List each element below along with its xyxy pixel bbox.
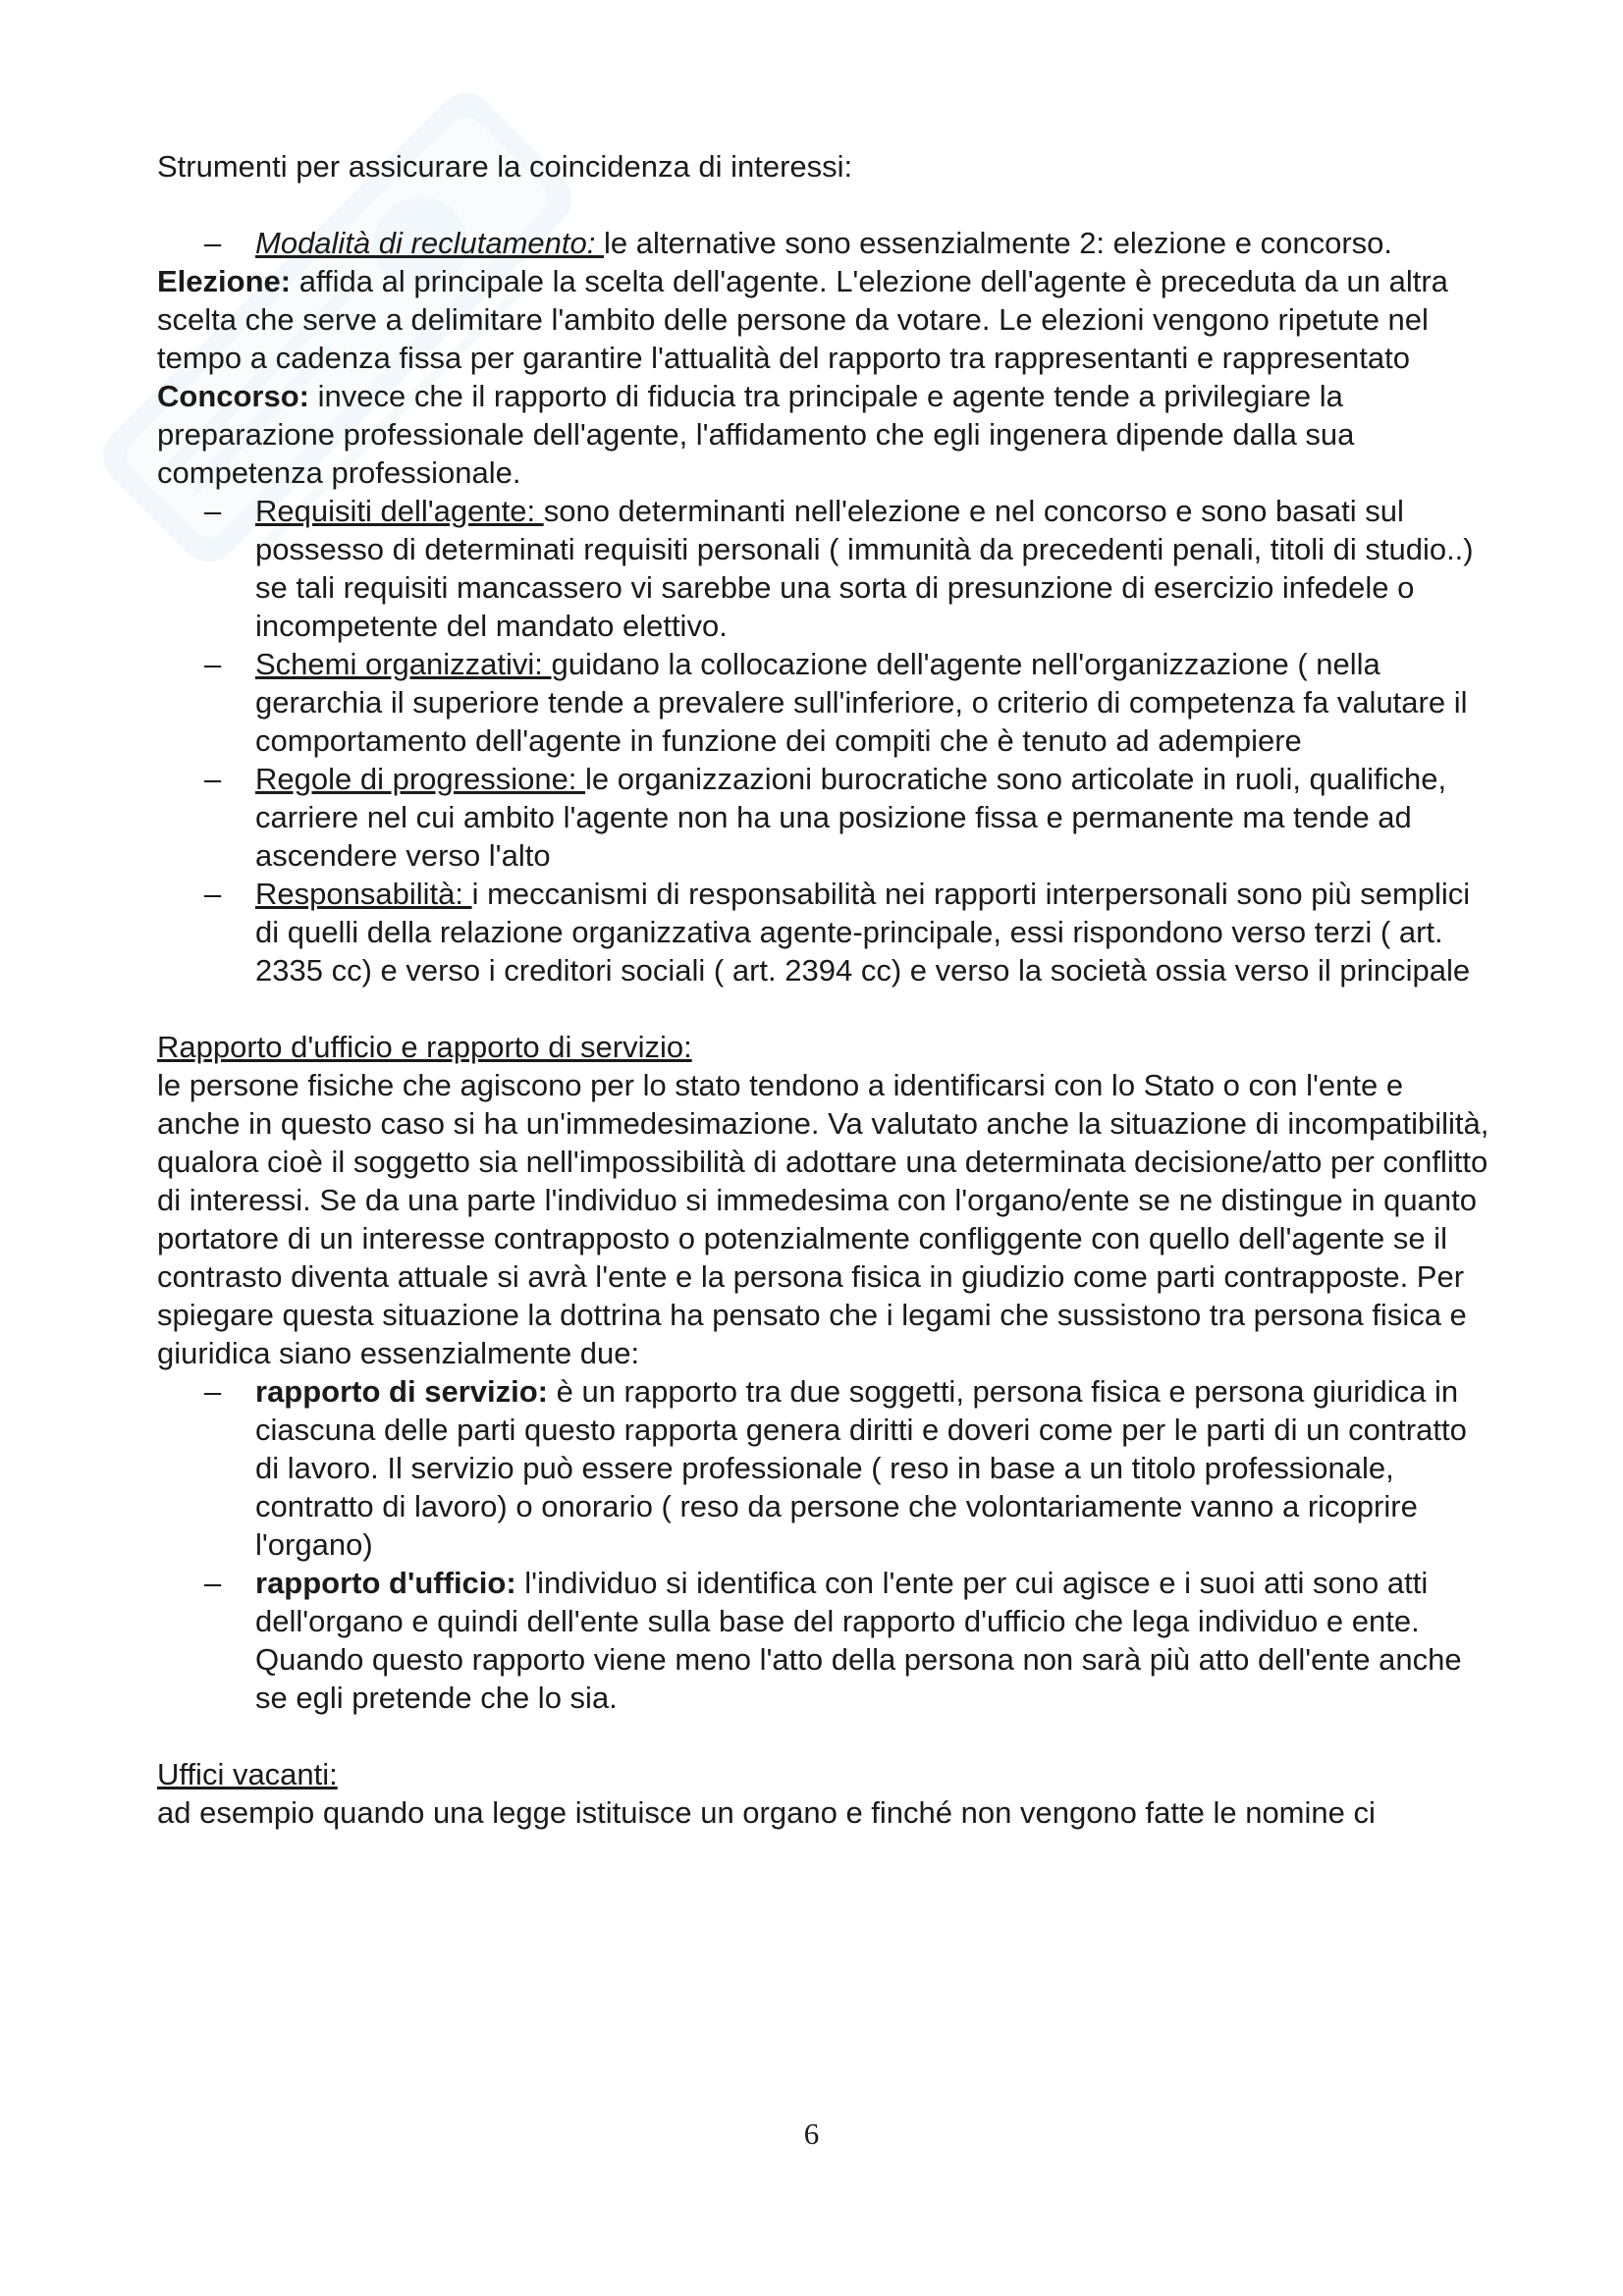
list-item-text: le organizzazioni burocratiche sono articolate in ruoli, qualifiche, carriere nel cui ambito l'agente non ha una posizione fissa e permanente ma tende ad ascendere verso l'alto	[255, 762, 1447, 873]
rapporto-paragraph: le persone fisiche che agiscono per lo stato tendono a identificarsi con lo Stato o con l'ente e anche in questo caso si ha un'immedesimazione. Va valutato anche la situazione di incompatibilità, qualora cioè il soggetto sia nell'impossibilità di adottare una determinata decisione/atto per conflitto di interessi. Se da una parte l'individuo si immedesima con l'organo/ente se ne distingue in quanto portatore di un interesse contrapposto o potenzialmente confliggente con quello dell'agente se il contrasto diventa attuale si avrà l'ente e la persona fisica in giudizio come parti contrapposte. Per spiegare questa situazione la dottrina ha pensato che i legami che sussistono tra persona fisica e giuridica siano essenzialmente due:	[157, 1068, 1489, 1370]
list-item	[157, 1564, 1492, 1717]
list-item-text: sono determinanti nell'elezione e nel concorso e sono basati sul possesso di determinati requisiti personali ( immunità da precedenti penali, titoli di studio..) se tali requisiti mancassero vi sarebbe una sorta di presunzione di esercizio infedele o incompetente del mandato elettivo.	[255, 494, 1474, 643]
uffici-paragraph: ad esempio quando una legge istituisce un organo e finché non vengono fatte le nomine ci	[157, 1795, 1376, 1830]
list-item-label: Schemi organizzativi:	[255, 647, 552, 681]
concorso-text: invece che il rapporto di fiducia tra principale e agente tende a privilegiare la preparazione professionale dell'agente, l'affidamento che egli ingenera dipende dalla sua competenza professionale.	[157, 379, 1355, 490]
document-body	[157, 147, 1492, 1832]
intro-paragraph: Strumenti per assicurare la coincidenza di interessi:	[157, 149, 853, 184]
list-item	[157, 224, 1492, 262]
list-item-label: Regole di progressione:	[255, 762, 586, 796]
list-item	[157, 875, 1492, 989]
rapporto-heading: Rapporto d'ufficio e rapporto di servizio:	[157, 1030, 692, 1064]
dash-bullet: –	[204, 647, 222, 681]
dash-bullet: –	[204, 494, 222, 528]
list-item-label: rapporto d'ufficio:	[255, 1566, 516, 1600]
concorso-label: Concorso:	[157, 379, 309, 413]
list-item	[157, 645, 1492, 760]
dash-bullet: –	[204, 226, 222, 260]
list-item-label: rapporto di servizio:	[255, 1374, 548, 1409]
list-item-label: Requisiti dell'agente:	[255, 494, 544, 528]
dash-bullet: –	[204, 877, 222, 911]
list-item	[157, 492, 1492, 645]
rapporto-list	[157, 1372, 1492, 1717]
list-item	[157, 1372, 1492, 1564]
reclutamento-list	[157, 224, 1492, 262]
list-item	[157, 760, 1492, 875]
section-gap	[157, 1717, 1492, 1755]
reclutamento-text: le alternative sono essenzialmente 2: elezione e concorso.	[603, 226, 1393, 260]
section-gap	[157, 989, 1492, 1028]
elezione-paragraph	[157, 262, 1492, 377]
dash-bullet: –	[204, 1566, 222, 1600]
page-number: 6	[803, 2116, 820, 2151]
dash-bullet: –	[204, 1374, 222, 1409]
elezione-label: Elezione:	[157, 264, 292, 298]
list-item-label: Responsabilità:	[255, 877, 472, 911]
dash-bullet: –	[204, 762, 222, 796]
list-item-text: è un rapporto tra due soggetti, persona fisica e persona giuridica in ciascuna delle parti questo rapporta genera diritti e doveri come per le parti di un contratto di lavoro. Il servizio può essere professionale ( reso in base a un titolo professionale, contratto di lavoro) o onorario ( reso da persone che volontariamente vanno a ricoprire l'organo)	[255, 1374, 1467, 1562]
reclutamento-label: Modalità di reclutamento:	[255, 226, 604, 260]
list-item-text: i meccanismi di responsabilità nei rapporti interpersonali sono più semplici di quelli della relazione organizzativa agente-principale, essi rispondono verso terzi ( art. 2335 cc) e verso i creditori sociali ( art. 2394 cc) e verso la società ossia verso il principale	[255, 877, 1471, 988]
concorso-paragraph	[157, 377, 1492, 492]
uffici-heading: Uffici vacanti:	[157, 1757, 338, 1791]
elezione-text: affida al principale la scelta dell'agente. L'elezione dell'agente è preceduta da un altra scelta che serve a delimitare l'ambito delle persone da votare. Le elezioni vengono ripetute nel tempo a cadenza fissa per garantire l'attualità del rapporto tra rappresentanti e rappresentato	[157, 264, 1448, 375]
list-item-text: guidano la collocazione dell'agente nell'organizzazione ( nella gerarchia il superiore tende a prevalere sull'inferiore, o criterio di competenza fa valutare il comportamento dell'agente in funzione dei compiti che è tenuto ad adempiere	[255, 647, 1468, 758]
list-item-text: l'individuo si identifica con l'ente per cui agisce e i suoi atti sono atti dell'organo e quindi dell'ente sulla base del rapporto d'ufficio che lega individuo e ente. Quando questo rapporto viene meno l'atto della persona non sarà più atto dell'ente anche se egli pretende che lo sia.	[255, 1566, 1462, 1715]
strumenti-list	[157, 492, 1492, 989]
